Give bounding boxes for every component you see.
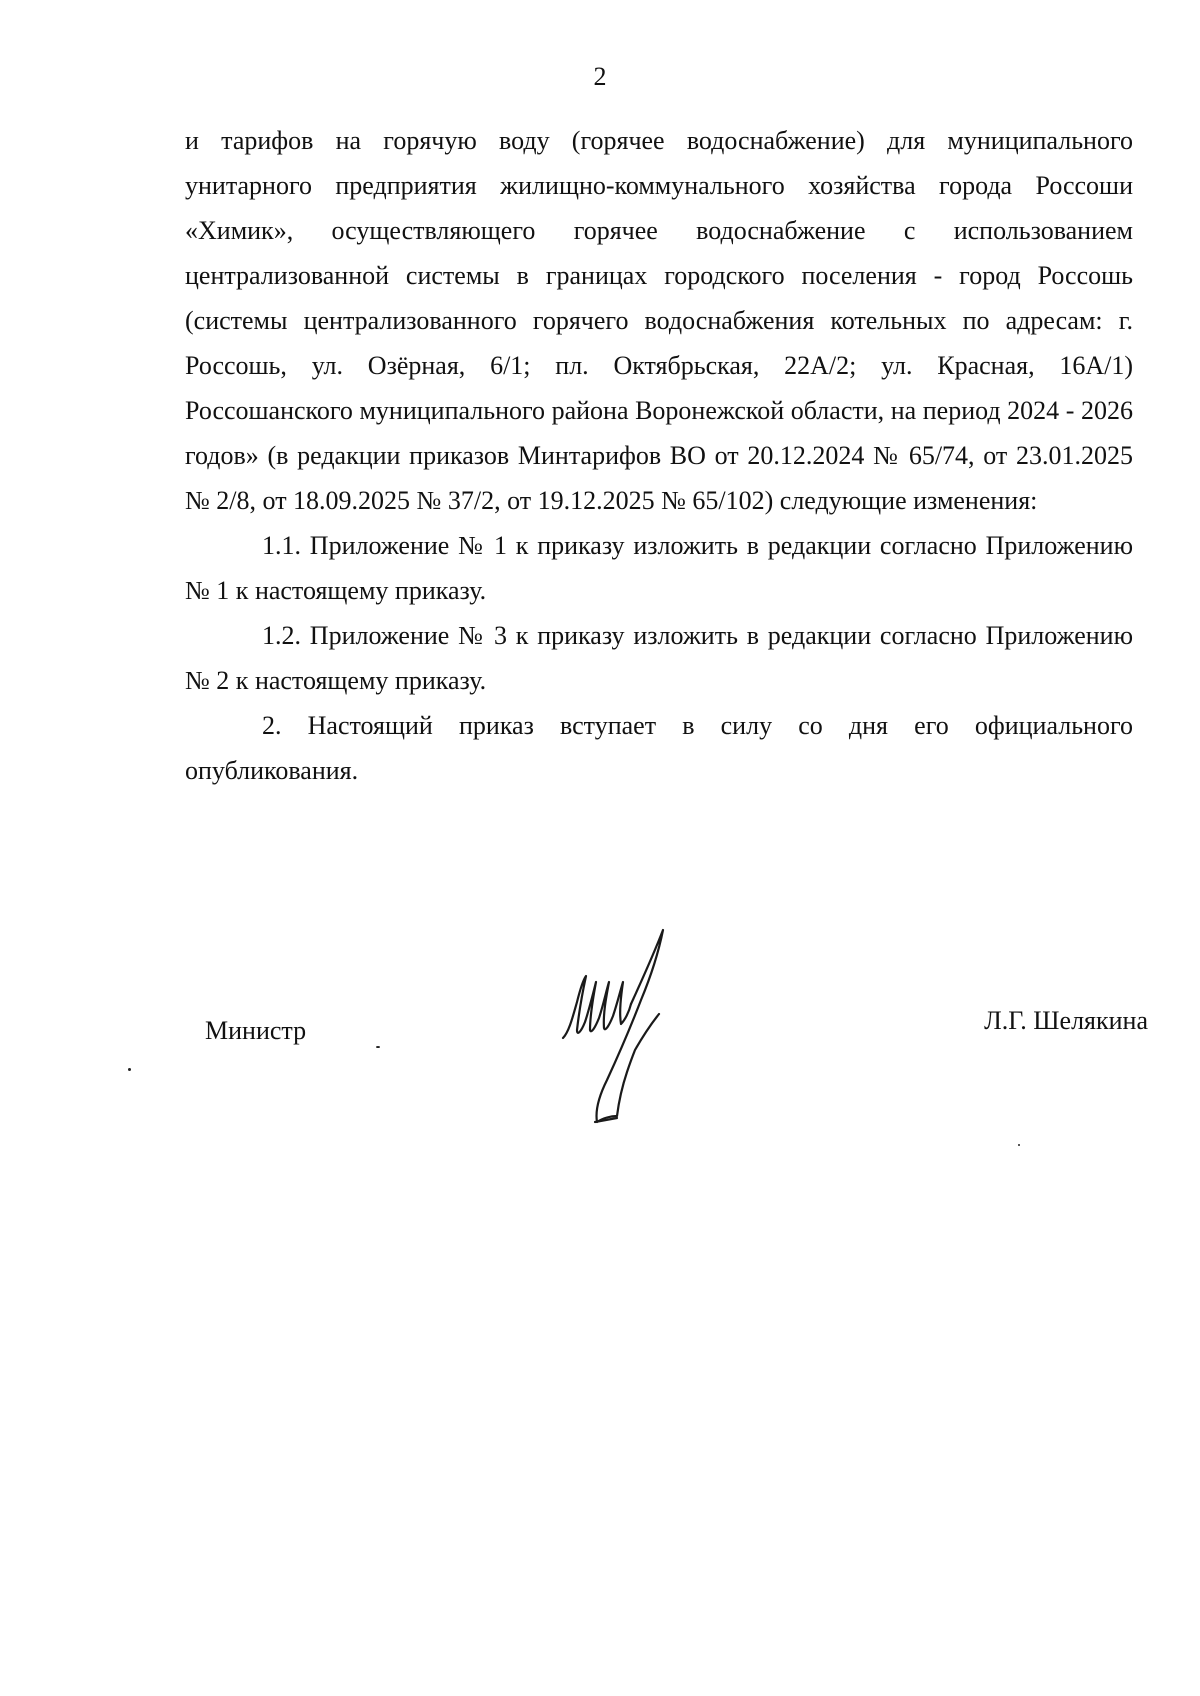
page-number: 2 bbox=[593, 62, 607, 91]
signature-block bbox=[0, 920, 1200, 1120]
signer-name: Л.Г. Шелякина bbox=[984, 1006, 1148, 1035]
document-body bbox=[185, 118, 1133, 793]
scan-speck bbox=[128, 1068, 131, 1071]
handwritten-signature bbox=[555, 920, 695, 1125]
scan-speck bbox=[376, 1046, 380, 1048]
signer-position: Министр bbox=[205, 1016, 307, 1045]
scan-speck bbox=[1018, 1144, 1020, 1146]
paragraph-item-1-2: 1.2. Приложение № 3 к приказу изложить в редакции согласно Приложению № 2 к настоящему приказу. bbox=[185, 621, 1133, 695]
paragraph-item-2: 2. Настоящий приказ вступает в силу со дня его официального опубликования. bbox=[185, 711, 1133, 785]
paragraph-continuation: и тарифов на горячую воду (горячее водоснабжение) для муниципального унитарного предприятия жилищно-коммунального хозяйства города Россоши «Химик», осуществляющего горячее водоснабжение с использованием централизованной системы в границах городского поселения - город Россошь (системы централизованного горячего водоснабжения котельных по адресам: г. Россошь, ул. Озёрная, 6/1; пл. Октябрьская, 22А/2; ул. Красная, 16А/1) Россошанского муниципального района Воронежской области, на период 2024 - 2026 годов» (в редакции приказов Минтарифов ВО от 20.12.2024 № 65/74, от 23.01.2025 № 2/8, от 18.09.2025 № 37/2, от 19.12.2025 № 65/102) следующие изменения: bbox=[185, 126, 1133, 515]
paragraph-item-1-1: 1.1. Приложение № 1 к приказу изложить в редакции согласно Приложению № 1 к настоящему приказу. bbox=[185, 531, 1133, 605]
